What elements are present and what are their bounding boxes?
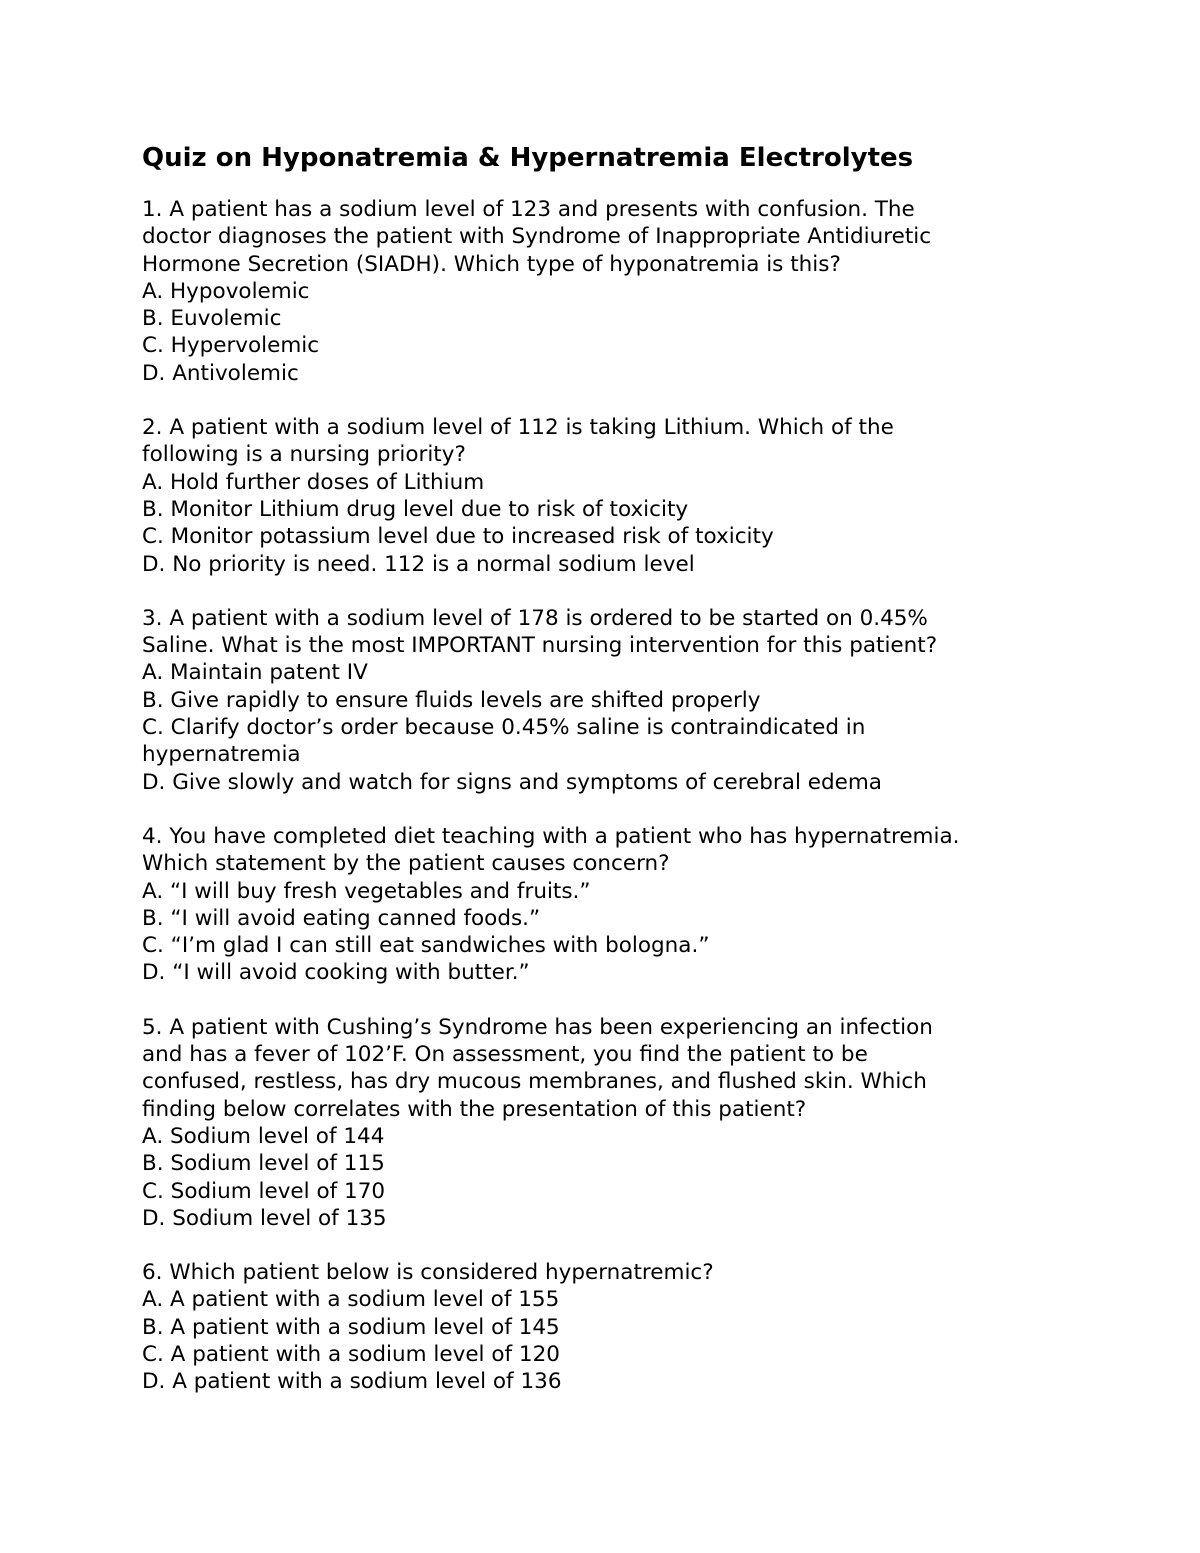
answer-option-continuation: hypernatremia — [142, 742, 301, 768]
question-4 — [142, 823, 1062, 987]
question-text-line: Saline. What is the most IMPORTANT nursing intervention for this patient? — [142, 633, 938, 659]
question-text-line: Which statement by the patient causes concern? — [142, 851, 670, 877]
question-text-line: confused, restless, has dry mucous membranes, and flushed skin. Which — [142, 1069, 927, 1095]
answer-option: C. A patient with a sodium level of 120 — [142, 1341, 560, 1367]
answer-option: B. “I will avoid eating canned foods.” — [142, 905, 541, 931]
answer-option: C. Hypervolemic — [142, 333, 320, 359]
answer-option: A. Maintain patent IV — [142, 660, 368, 686]
question-5 — [142, 1014, 1062, 1232]
question-3 — [142, 605, 1062, 796]
answer-option: C. Sodium level of 170 — [142, 1178, 386, 1204]
answer-option: A. “I will buy fresh vegetables and fruits.” — [142, 878, 591, 904]
answer-option: C. Clarify doctor’s order because 0.45% saline is contraindicated in — [142, 715, 866, 741]
answer-option: D. A patient with a sodium level of 136 — [142, 1369, 562, 1395]
answer-option: A. A patient with a sodium level of 155 — [142, 1287, 560, 1313]
answer-option: A. Sodium level of 144 — [142, 1123, 385, 1149]
answer-option: B. Monitor Lithium drug level due to risk of toxicity — [142, 496, 689, 522]
document-body — [142, 140, 1062, 1423]
answer-option: B. Sodium level of 115 — [142, 1151, 385, 1177]
question-text-line: finding below correlates with the presentation of this patient? — [142, 1096, 807, 1122]
question-text-line: 2. A patient with a sodium level of 112 is taking Lithium. Which of the — [142, 415, 894, 441]
question-text-line: and has a fever of 102’F. On assessment, you find the patient to be — [142, 1042, 868, 1068]
question-text-line: Hormone Secretion (SIADH). Which type of hyponatremia is this? — [142, 251, 841, 277]
question-text-line: doctor diagnoses the patient with Syndrome of Inappropriate Antidiuretic — [142, 224, 932, 250]
answer-option: B. Euvolemic — [142, 306, 282, 332]
question-text-line: 3. A patient with a sodium level of 178 is ordered to be started on 0.45% — [142, 605, 928, 631]
answer-option: B. Give rapidly to ensure fluids levels are shifted properly — [142, 687, 761, 713]
question-text-line: 6. Which patient below is considered hypernatremic? — [142, 1260, 714, 1286]
answer-option: A. Hypovolemic — [142, 278, 310, 304]
answer-option: D. Give slowly and watch for signs and symptoms of cerebral edema — [142, 769, 882, 795]
answer-option: C. Monitor potassium level due to increased risk of toxicity — [142, 524, 774, 550]
page-title: Quiz on Hyponatremia & Hypernatremia Electrolytes — [142, 143, 914, 173]
answer-option: D. No priority is need. 112 is a normal sodium level — [142, 551, 695, 577]
question-text-line: following is a nursing priority? — [142, 442, 466, 468]
question-1 — [142, 196, 1062, 387]
answer-option: D. “I will avoid cooking with butter.” — [142, 960, 530, 986]
answer-option: B. A patient with a sodium level of 145 — [142, 1314, 560, 1340]
answer-option: D. Antivolemic — [142, 360, 299, 386]
question-text-line: 1. A patient has a sodium level of 123 and presents with confusion. The — [142, 197, 915, 222]
answer-option: C. “I’m glad I can still eat sandwiches with bologna.” — [142, 933, 710, 959]
question-text-line: 5. A patient with Cushing’s Syndrome has been experiencing an infection — [142, 1014, 933, 1040]
question-2 — [142, 414, 1062, 578]
answer-option: D. Sodium level of 135 — [142, 1205, 387, 1231]
question-6 — [142, 1259, 1062, 1395]
question-text-line: 4. You have completed diet teaching with a patient who has hypernatremia. — [142, 823, 960, 849]
answer-option: A. Hold further doses of Lithium — [142, 469, 485, 495]
